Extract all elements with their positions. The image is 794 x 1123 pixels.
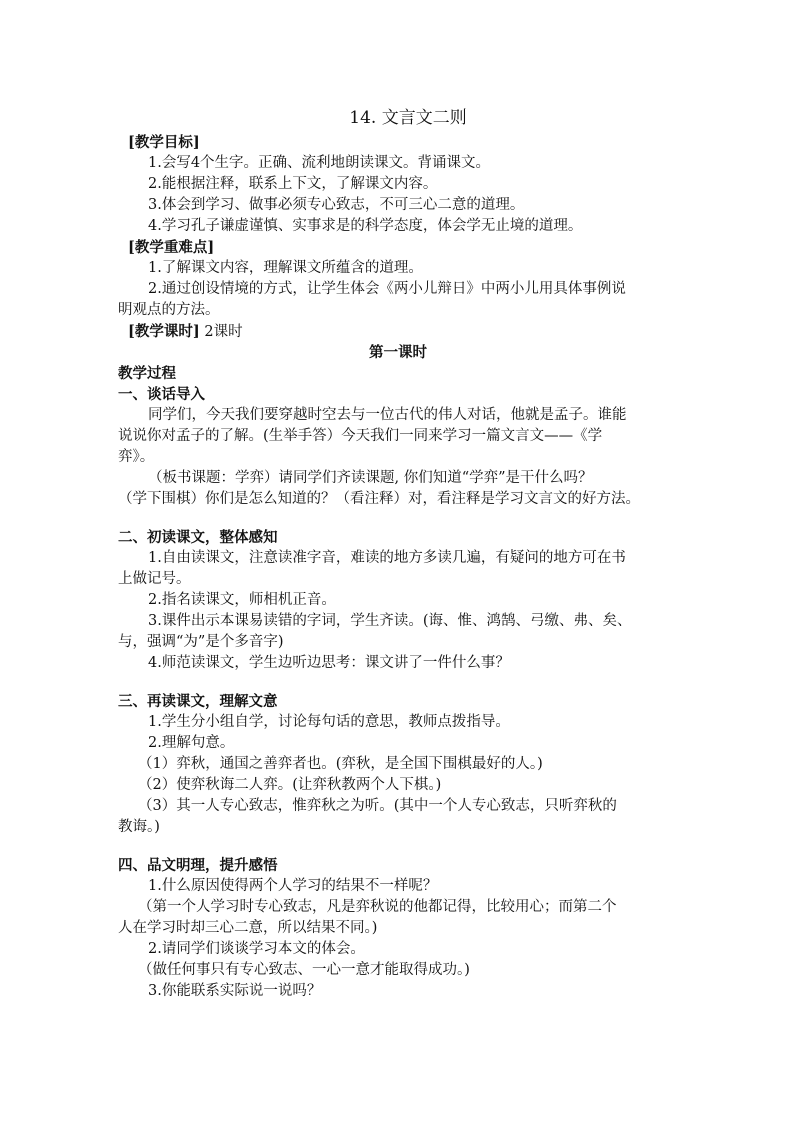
key-point-item: 1.了解课文内容，理解课文所蕴含的道理。 xyxy=(148,260,423,276)
objective-item: 3.体会到学习、做事必须专心致志，不可三心二意的道理。 xyxy=(148,197,525,213)
section-line: 同学们，今天我们要穿越时空去与一位古代的伟人对话，他就是孟子。谁能 xyxy=(148,407,627,423)
section-line: （3）其一人专心致志，惟弈秋之为听。(其中一个人专心致志，只听弈秋的 xyxy=(138,798,617,814)
section-heading: 一、谈话导入 xyxy=(118,386,205,403)
section-gap xyxy=(118,674,678,691)
section-line: 3.课件出示本课易读错的字词，学生齐读。(诲、惟、鸿鹄、弓缴、弗、矣、 xyxy=(148,613,632,629)
section-line: （第一个人学习时专心致志，凡是弈秋说的他都记得，比较用心；而第二个 xyxy=(138,899,617,915)
section-line: （板书课题：学弈）请同学们齐读课题, 你们知道“学弈”是干什么吗？ xyxy=(148,470,593,486)
hours-heading: [教学课时] xyxy=(128,323,200,340)
section-gap xyxy=(118,510,678,527)
key-point-item: 2.通过创设情境的方式，让学生体会《两小儿辩日》中两小儿用具体事例说 xyxy=(148,281,626,297)
teaching-hours xyxy=(118,321,678,342)
section-heading: 四、品文明理，提升感悟 xyxy=(118,857,278,874)
document-body xyxy=(118,104,678,1002)
section-line: 说说你对孟子的了解。(生举手答）今天我们一同来学习一篇文言文——《学 xyxy=(118,428,603,444)
section-line: （1）弈秋，通国之善弈者也。(弈秋，是全国下围棋最好的人。) xyxy=(138,756,543,772)
section-line: 3.你能联系实际说一说吗？ xyxy=(148,983,322,999)
section-line: 1.自由读课文，注意读准字音，难读的地方多读几遍，有疑问的地方可在书 xyxy=(148,550,626,566)
section-heading: 三、再读课文，理解文意 xyxy=(118,693,278,710)
section-gap xyxy=(118,838,678,855)
section-line: 1.学生分小组自学，讨论每句话的意思，教师点拨指导。 xyxy=(148,714,510,730)
section-line: 1.什么原因使得两个人学习的结果不一样呢？ xyxy=(148,878,438,894)
objective-item: 2.能根据注释，联系上下文，了解课文内容。 xyxy=(148,176,438,192)
document-title: 14. 文言文二则 xyxy=(349,108,467,128)
section-line: 2.请同学们谈谈学习本文的体会。 xyxy=(148,941,365,957)
section-line: 弈》。 xyxy=(118,449,155,465)
section-line: 人在学习时却三心二意，所以结果不同。) xyxy=(118,920,378,936)
lesson-title: 第一课时 xyxy=(369,344,427,361)
section-line: 4.师范读课文，学生边听边思考：课文讲了一件什么事？ xyxy=(148,655,510,671)
section-line: （学下围棋）你们是怎么知道的？（看注释）对，看注释是学习文言文的好方法。 xyxy=(118,491,640,507)
key-points-heading: [教学重难点] xyxy=(128,239,215,256)
section-line: 2.理解句意。 xyxy=(148,735,235,751)
key-point-item: 明观点的方法。 xyxy=(118,302,220,318)
objective-item: 4.学习孔子谦虚谨慎、实事求是的科学态度，体会学无止境的道理。 xyxy=(148,218,583,234)
process-heading: 教学过程 xyxy=(118,365,176,382)
objective-item: 1.会写4个生字。正确、流利地朗读课文。背诵课文。 xyxy=(148,155,491,171)
section-line: （做任何事只有专心致志、一心一意才能取得成功。) xyxy=(138,962,470,978)
hours-value: 2课时 xyxy=(204,324,243,340)
section-line: 上做记号。 xyxy=(118,571,191,587)
section-line: 教诲。) xyxy=(118,819,160,835)
objectives-heading: [教学目标] xyxy=(128,134,200,151)
section-line: 2.指名读课文，师相机正音。 xyxy=(148,592,336,608)
section-line: （2）使弈秋诲二人弈。(让弈秋教两个人下棋。) xyxy=(138,777,442,793)
section-line: 与，强调“为”是个多音字) xyxy=(118,634,284,650)
section-heading: 二、初读课文，整体感知 xyxy=(118,529,278,546)
